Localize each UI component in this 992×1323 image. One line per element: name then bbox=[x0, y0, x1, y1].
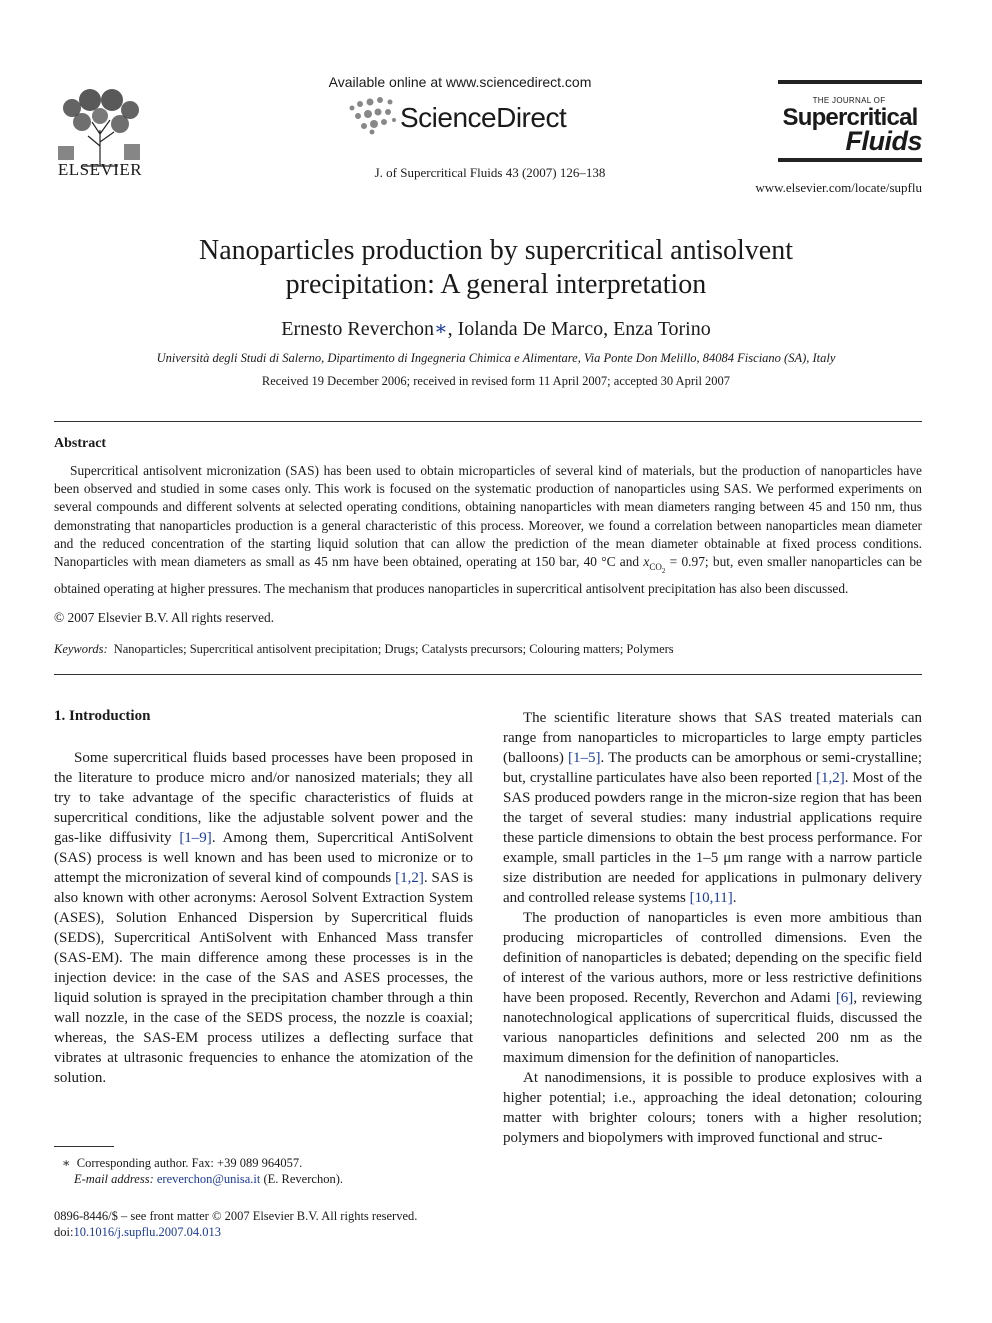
right-column bbox=[503, 708, 922, 1148]
title-line-2: precipitation: A general interpretation bbox=[285, 269, 707, 300]
abstract-copyright: © 2007 Elsevier B.V. All rights reserved. bbox=[54, 610, 275, 625]
p2-text-b: . The products can be amorphous or semi-crystalline; but, crystalline particulates have also been reported bbox=[503, 750, 922, 786]
journal-logo-fluids: Fluids bbox=[845, 126, 922, 156]
p1-text-a: Some supercritical fluids based processes have been proposed in the literature to produce micro and/or nanosized materials; they all try to take advantage of the specific characteristics of fluids at supercritical conditions, like the adjustable solvent power and the gas-like diffusivity bbox=[54, 750, 473, 846]
journal-url-link[interactable]: www.elsevier.com/locate/supflu bbox=[755, 180, 922, 195]
p1-text-b: . Among them, Supercritical AntiSolvent (SAS) process is well known and has been used to micronize or to attempt the micronization of several kind of compounds bbox=[54, 830, 473, 886]
corresponding-text: Corresponding author. Fax: +39 089 964057. bbox=[76, 1156, 303, 1170]
author-reverchon: Ernesto Reverchon bbox=[281, 318, 434, 340]
received-dates: Received 19 December 2006; received in revised form 11 April 2007; accepted 30 April 2007 bbox=[261, 374, 731, 388]
journal-logo-supercritical: Supercritical bbox=[782, 104, 918, 131]
intro-paragraph-1 bbox=[54, 748, 473, 1088]
journal-logo-rule-bottom bbox=[778, 158, 922, 162]
abstract-body bbox=[54, 462, 922, 598]
issn-line: 0896-8446/$ – see front matter © 2007 Elsevier B.V. All rights reserved. bbox=[54, 1209, 418, 1223]
divider-top bbox=[54, 421, 922, 422]
left-column bbox=[54, 748, 473, 1088]
divider-abstract bbox=[54, 674, 922, 675]
section-heading-introduction: 1. Introduction bbox=[54, 708, 151, 724]
journal-logo-small-text: THE JOURNAL OF bbox=[812, 96, 886, 105]
p2-text-d: . bbox=[732, 890, 737, 906]
intro-paragraph-3 bbox=[503, 908, 922, 1068]
x-sub: CO bbox=[649, 561, 662, 572]
x-subsub: 2 bbox=[661, 566, 666, 575]
abstract-heading: Abstract bbox=[54, 436, 107, 451]
journal-logo-rule-top bbox=[778, 80, 922, 84]
front-matter bbox=[54, 1208, 417, 1240]
publisher-name: ELSEVIER bbox=[57, 160, 143, 179]
doi-link[interactable]: 10.1016/j.supflu.2007.04.013 bbox=[73, 1225, 222, 1239]
x-symbol: x bbox=[643, 554, 650, 570]
doi-label: doi: bbox=[54, 1225, 74, 1239]
co-authors: , Iolanda De Marco, Enza Torino bbox=[447, 318, 711, 340]
abstract-text-a: Supercritical antisolvent micronization (SAS) has been used to obtain microparticles of several kind of materials, but the production of nanoparticles have been observed and studied in some cases only. This work is focused on the systematic production of nanoparticles using SAS. We performed experiments on several compounds and different solvents at selected operating conditions, obtaining nanoparticles with mean diameters ranging between 45 and 150 nm, thus demonstrating that nanoparticles production is a general characteristic of this process. Moreover, we found a correlation between nanoparticles mean diameter and the reduced concentration of the starting liquid solution that can allow the prediction of the mean diameter obtainable at fixed process conditions. Nanoparticles with mean diameters as small as 45 nm have been obtained, operating at 150 bar, 40 °C and bbox=[54, 463, 922, 570]
intro-paragraph-4: At nanodimensions, it is possible to produce explosives with a higher potential; i.e., approaching the ideal detonation; colouring matter with brighter colours; toners with a higher resolution; polymers and biopolymers with improved functional and struc- bbox=[503, 1070, 922, 1146]
footnote-corresponding bbox=[62, 1155, 343, 1187]
abstract-text-b: = 0.97; but, even smaller nanoparticles can be obtained operating at higher pressures. The mechanism that produces nanoparticles in supercritical antisolvent precipitation has also been discussed. bbox=[54, 554, 922, 596]
keywords bbox=[54, 642, 922, 657]
journal-citation: J. of Supercritical Fluids 43 (2007) 126–138 bbox=[374, 165, 606, 180]
corresponding-author-link[interactable]: ∗ bbox=[434, 318, 448, 340]
keywords-list: Nanoparticles; Supercritical antisolvent precipitation; Drugs; Catalysts precursors; Colouring matters; Polymers bbox=[113, 642, 674, 656]
title-line-1: Nanoparticles production by supercritical antisolvent bbox=[198, 235, 794, 266]
email-label: E-mail address: bbox=[74, 1172, 154, 1186]
ref-link-1-9[interactable]: [1–9] bbox=[179, 830, 212, 846]
affiliation: Università degli Studi di Salerno, Dipartimento di Ingegneria Chimica e Alimentare, Via Ponte Don Melillo, 84084 Fisciano (SA), Italy bbox=[156, 351, 836, 365]
email-owner: (E. Reverchon). bbox=[263, 1172, 343, 1186]
ref-link-1-2-b[interactable]: [1,2] bbox=[815, 770, 845, 786]
keywords-label: Keywords: bbox=[54, 642, 108, 656]
ref-link-1-5[interactable]: [1–5] bbox=[567, 750, 601, 766]
sciencedirect-wordmark: ScienceDirect bbox=[400, 102, 567, 133]
p1-text-c: . SAS is also known with other acronyms: Aerosol Solvent Extraction System (ASES), Solution Enhanced Dispersion by Supercritical fluids (SEDS), Supercritical AntiSolvent with Enhanced Mass transfer (SAS-EM). The main difference among these processes is in the injection device: in the case of the SAS and ASES processes, the liquid solution is sprayed in the precipitation chamber through a thin wall nozzle, in the case of the SEDS process, the nozzle is coaxial; whereas, the SAS-EM process utilizes a deflecting surface that vibrates at ultrasonic frequencies to enhance the atomization of the solution. bbox=[54, 870, 473, 1086]
footnote-mark: ∗ bbox=[62, 1156, 71, 1170]
p2-text-a: The scientific literature shows that SAS treated materials can range from nanoparticles to microparticles to large empty particles (balloons) bbox=[503, 710, 922, 766]
article-title bbox=[120, 234, 872, 302]
ref-link-10-11[interactable]: [10,11] bbox=[689, 890, 733, 906]
ref-link-6[interactable]: [6] bbox=[835, 990, 854, 1006]
ref-link-1-2[interactable]: [1,2] bbox=[395, 870, 424, 886]
email-link[interactable]: ereverchon@unisa.it bbox=[156, 1172, 261, 1186]
author-list bbox=[120, 316, 872, 341]
footnote-rule bbox=[54, 1146, 114, 1147]
intro-paragraph-2 bbox=[503, 708, 922, 908]
p2-text-c: . Most of the SAS produced powders range in the micron-size region that has been the target of several studies: many industrial applications require these particle dimensions to obtain the best process performance. For example, small particles in the 1–5 μm range with a narrow particle size distribution are needed for applications in pulmonary delivery and controlled release systems bbox=[503, 770, 922, 906]
p3-text-b: , reviewing nanotechnological applications of supercritical fluids, discussed the various nanoparticles definitions and selected 200 nm as the maximum dimension for the definition of nanoparticles. bbox=[503, 990, 922, 1066]
p3-text-a: The production of nanoparticles is even more ambitious than producing microparticles of controlled dimensions. Even the definition of nanoparticles is debated; depending on the specific field of interest of the various authors, more or less restrictive definitions have been proposed. Recently, Reverchon and Adami bbox=[503, 910, 922, 1006]
available-online-text: Available online at www.sciencedirect.com bbox=[328, 74, 592, 90]
